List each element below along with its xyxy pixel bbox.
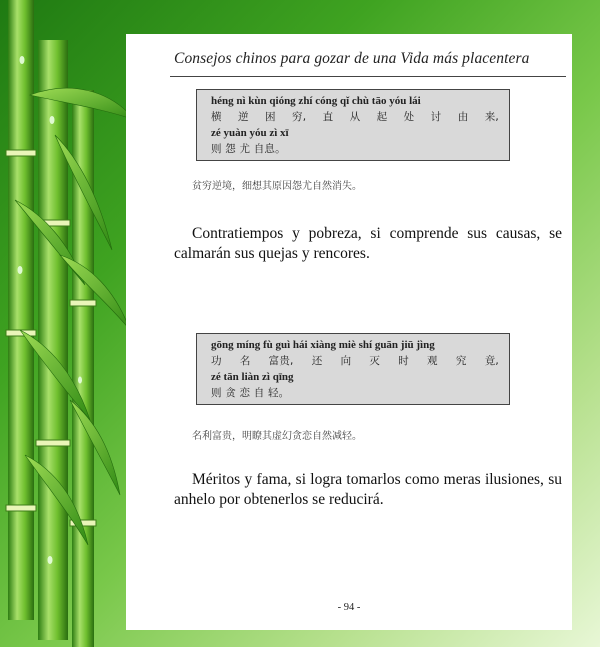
hanzi-char: 灭 bbox=[369, 355, 381, 367]
hanzi-char: 名 bbox=[239, 355, 251, 367]
hanzi-char: 竟, bbox=[484, 355, 499, 367]
hanzi-line: 则 怨 尤 自息。 bbox=[211, 143, 286, 155]
book-page bbox=[126, 34, 572, 630]
hanzi-char: 时 bbox=[398, 355, 409, 367]
pinyin-line: gōng míng fù guì hái xiàng miè shí guān jiū jìng bbox=[211, 339, 435, 351]
hanzi-char: 究 bbox=[455, 355, 467, 367]
hanzi-char: 穷, bbox=[292, 111, 307, 123]
pinyin-box-2 bbox=[196, 333, 510, 405]
hanzi-char: 逆 bbox=[238, 111, 249, 123]
page-number: - 94 - bbox=[337, 602, 361, 613]
spanish-text-1: Contratiempos y pobreza, si comprende sus causas, se calmarán sus quejas y rencores. bbox=[174, 225, 562, 262]
pinyin-line: zé yuàn yóu zì xī bbox=[211, 127, 289, 139]
hanzi-char: 起 bbox=[376, 111, 388, 123]
hanzi-char: 困 bbox=[265, 111, 276, 123]
pinyin-box-1 bbox=[196, 89, 510, 161]
spanish-text-2: Méritos y fama, si logra tomarlos como meras ilusiones, su anhelo por obtenerlos se reducirá. bbox=[174, 471, 562, 508]
hanzi-char: 由 bbox=[457, 111, 469, 123]
hanzi-char: 观 bbox=[427, 355, 438, 367]
running-title: Consejos chinos para gozar de una Vida más placentera bbox=[174, 50, 530, 67]
hanzi-char: 来, bbox=[484, 111, 499, 123]
hanzi-char: 直 bbox=[322, 111, 334, 123]
hanzi-char: 处 bbox=[403, 111, 415, 123]
hanzi-char: 向 bbox=[340, 355, 352, 367]
title-rule bbox=[170, 76, 566, 77]
hanzi-line bbox=[211, 353, 501, 369]
hanzi-char: 功 bbox=[211, 355, 222, 367]
hanzi-line: 则 贪 恋 自 轻。 bbox=[211, 387, 290, 399]
hanzi-char: 富贵, bbox=[268, 355, 294, 367]
hanzi-char: 从 bbox=[349, 111, 361, 123]
hanzi-char: 讨 bbox=[430, 111, 442, 123]
hanzi-char: 横 bbox=[211, 111, 222, 123]
hanzi-line bbox=[211, 109, 501, 125]
bamboo-decoration bbox=[0, 0, 140, 647]
chinese-translation-1: 贫穷逆境，细想其原因怨尤自然消失。 bbox=[192, 181, 362, 192]
hanzi-char: 还 bbox=[311, 355, 323, 367]
pinyin-line: héng nì kùn qióng zhí cóng qǐ chù tāo yóu lái bbox=[211, 95, 421, 107]
pinyin-line: zé tān liàn zì qīng bbox=[211, 371, 294, 383]
chinese-translation-2: 名利富贵，明瞭其虚幻贪恋自然减轻。 bbox=[192, 431, 362, 442]
